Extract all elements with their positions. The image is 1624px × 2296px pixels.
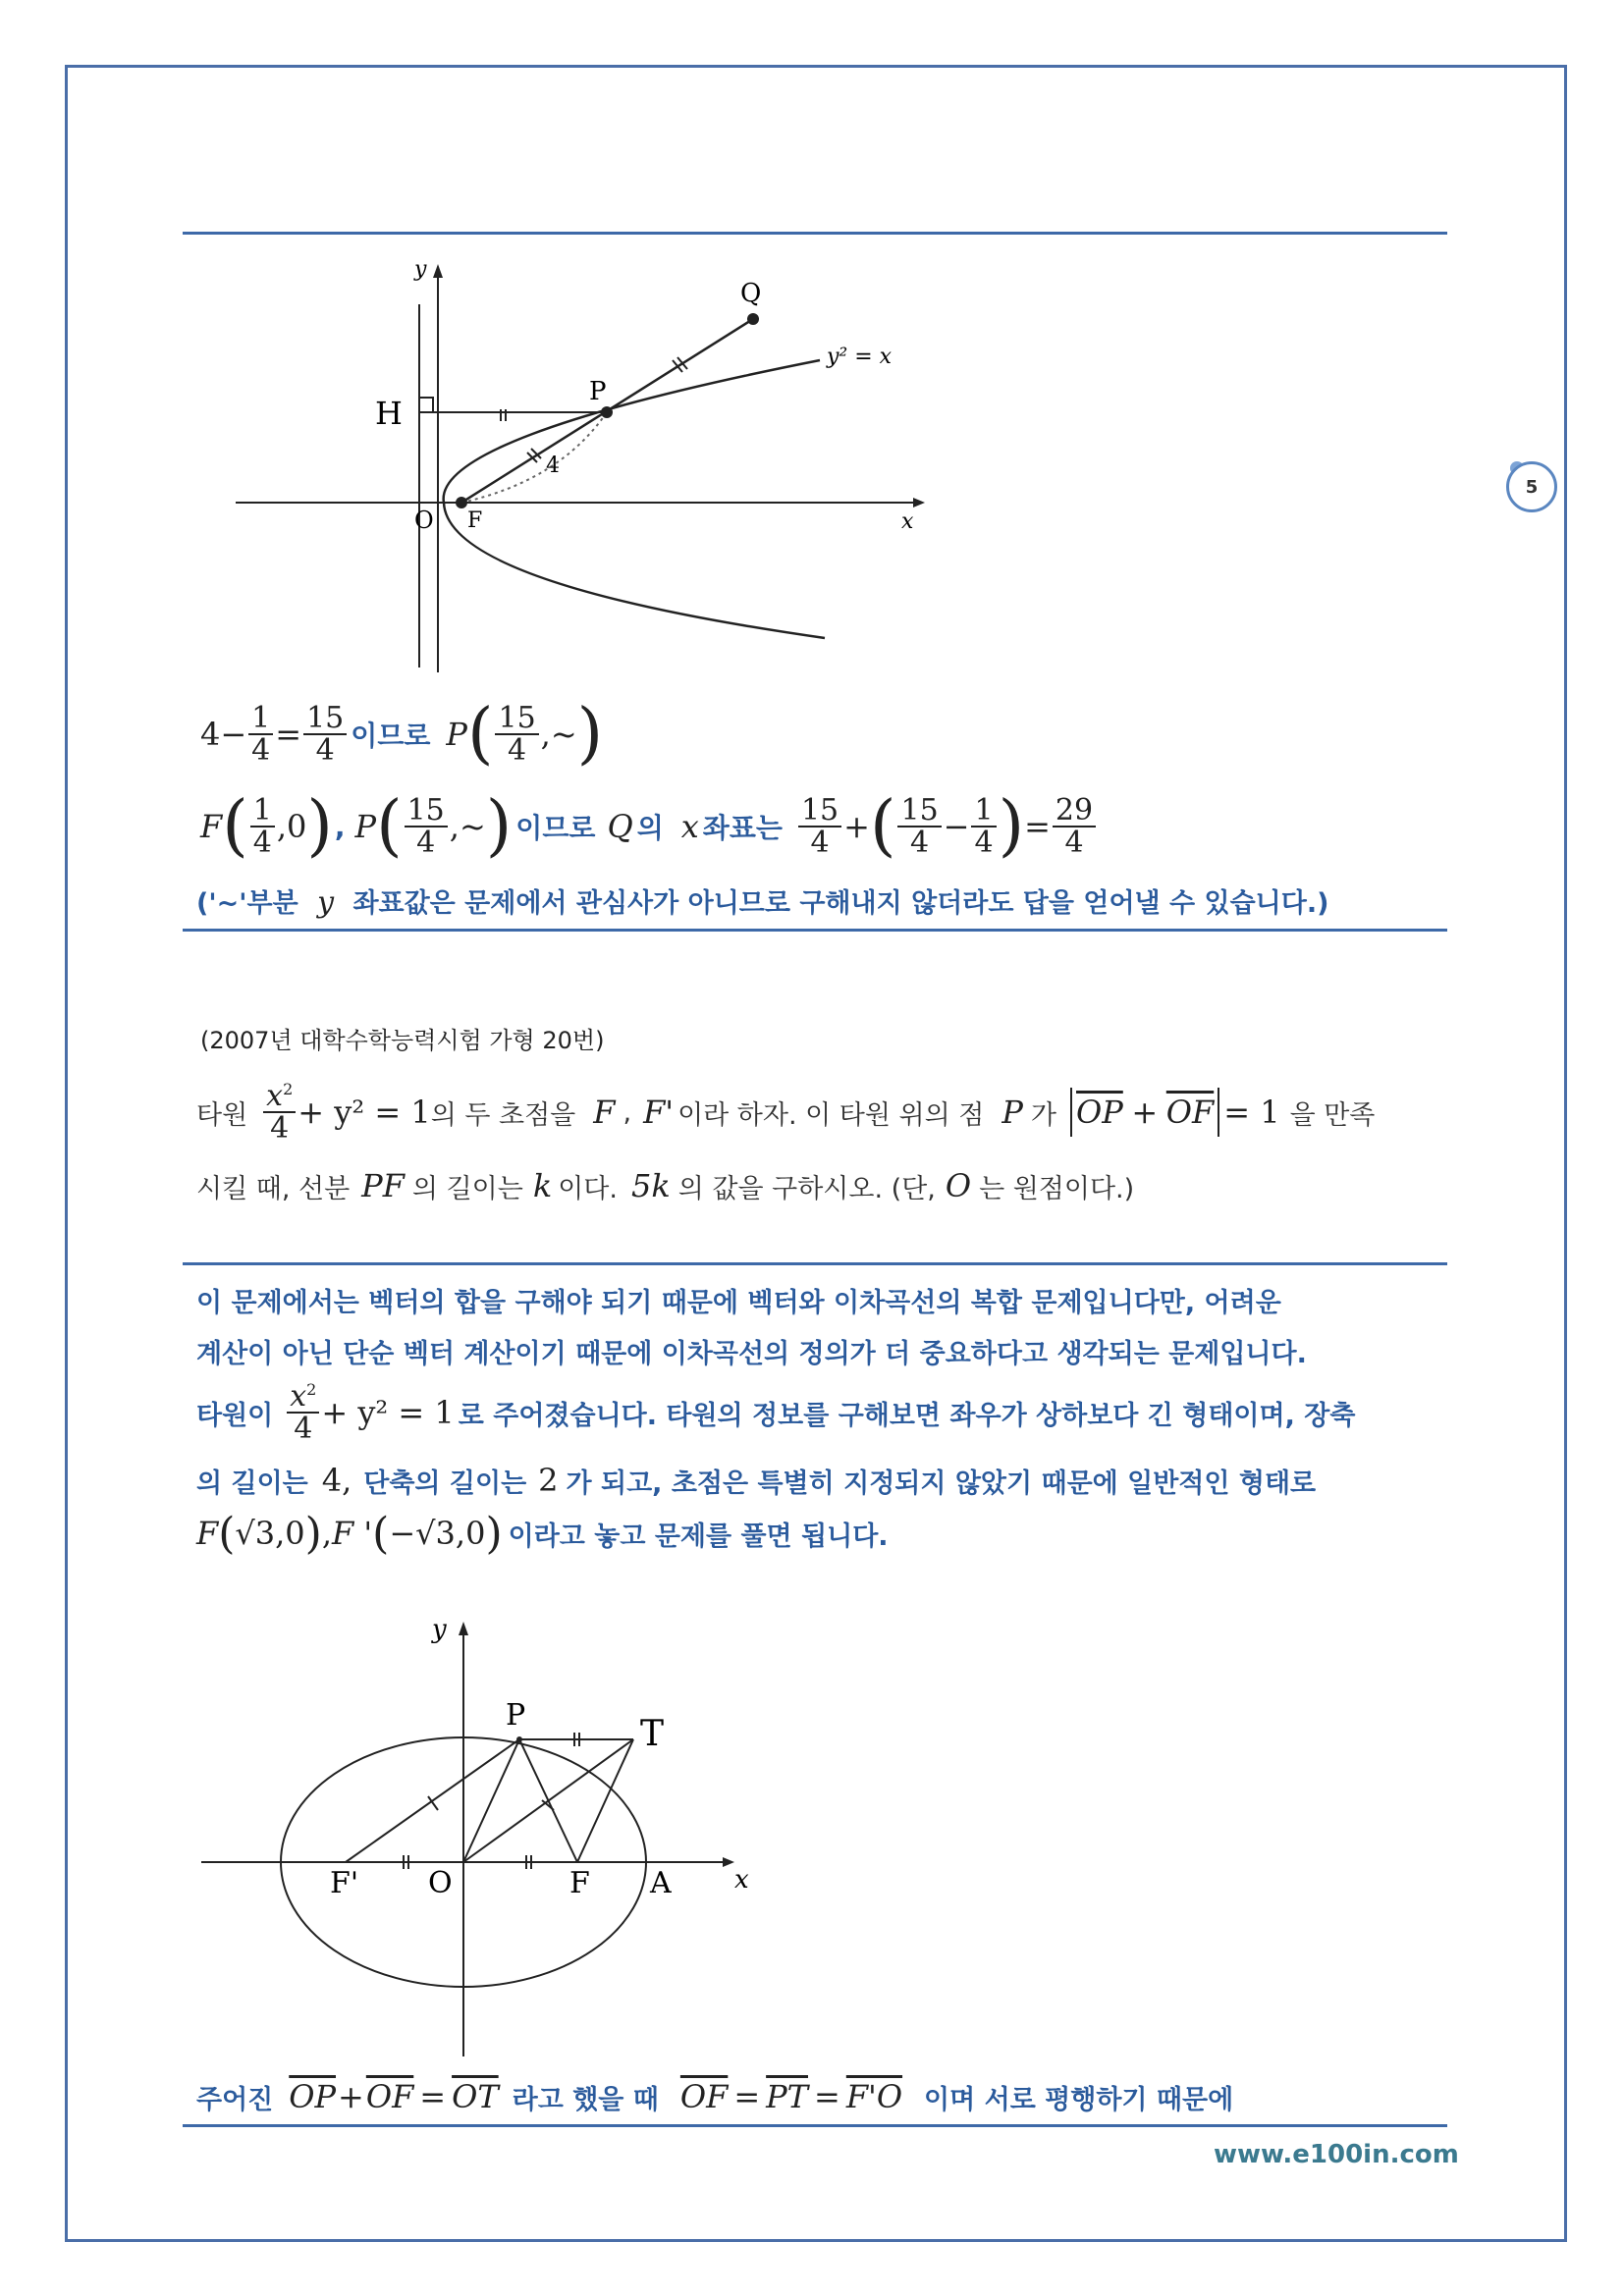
sl1-frac-1-4	[248, 700, 273, 768]
sl1-frac-15-4	[303, 700, 347, 768]
p3-frac	[287, 1378, 319, 1446]
frac-den: 4	[294, 1412, 313, 1446]
sl1-P: P	[446, 716, 467, 753]
fig2-label-A: A	[650, 1866, 672, 1900]
paren-open: (	[466, 695, 494, 773]
problem-source: (2007년 대학수학능력시험 가형 20번)	[200, 1027, 605, 1054]
paren-close: )	[576, 695, 604, 773]
pl1-Fp: F'	[643, 1094, 675, 1131]
sl2-frac-t2	[897, 792, 941, 860]
fig1-label-Q: Q	[740, 279, 762, 308]
explanation-p5	[196, 1504, 889, 1563]
p3-b: 로 주어졌습니다. 타원의 정보를 구해보면 좌우가 상하보다 긴 형태이며, 장축	[458, 1400, 1356, 1431]
explanation-p4	[196, 1453, 1316, 1508]
pl1-e: 을 만족	[1289, 1099, 1376, 1131]
parabola-figure	[236, 250, 943, 682]
fig2-x-label: x	[734, 1865, 749, 1895]
pl2-a: 시킬 때, 선분	[196, 1173, 351, 1204]
problem-line-2	[196, 1158, 1134, 1213]
explanation-p1: 이 문제에서는 벡터의 합을 구해야 되기 때문에 벡터와 이차곡선의 복합 문제입니다만, 어려운	[196, 1288, 1281, 1318]
frac-num: 1	[248, 703, 273, 736]
frac-den: 4	[252, 826, 272, 860]
sl2-Q: Q	[607, 808, 633, 845]
paren-open: (	[218, 1508, 236, 1559]
plus: +	[1131, 1094, 1159, 1131]
solution-line-2	[200, 785, 1098, 868]
paren-close: )	[304, 1508, 322, 1559]
pl2-5k: 5k	[630, 1167, 671, 1204]
frac-num: 15	[495, 703, 538, 736]
sl2-F: F	[200, 808, 223, 845]
frac-num: 1	[250, 795, 275, 828]
pl2-e: 는 원점이다.)	[979, 1173, 1135, 1204]
pl2-PF: PF	[361, 1167, 405, 1204]
equals: =	[419, 2078, 447, 2115]
note-a: ('~'부분	[196, 888, 298, 919]
sl2-text-c: 좌표는	[702, 812, 783, 844]
note-b: 좌표값은 문제에서 관심사가 아니므로 구해내지 않더라도 답을 얻어낼 수 있습니다.)	[352, 888, 1329, 919]
vec-OP: $\overline{OP}$	[1076, 1094, 1123, 1131]
frac-num: 15	[798, 795, 841, 828]
page-number-badge	[1506, 461, 1557, 512]
sq: 2	[306, 1379, 317, 1399]
pl1-eq-one: = 1	[1223, 1094, 1280, 1131]
frac-den: 4	[1064, 826, 1084, 860]
p5-Fb: −√3,0	[389, 1515, 486, 1552]
seg-FpO: F'O	[845, 2078, 903, 2115]
conclusion-line	[196, 2069, 1233, 2124]
p5-b: 이라고 놓고 문제를 풀면 됩니다.	[508, 1521, 889, 1552]
pl1-eq: + y² = 1	[298, 1094, 431, 1131]
pl1-a: 타원	[196, 1099, 248, 1131]
sq: 2	[283, 1079, 294, 1098]
fig1-label-H: H	[375, 395, 403, 432]
sl1-eq: =	[275, 716, 302, 753]
sl2-frac-F	[250, 792, 275, 860]
sl2-frac-t1	[798, 792, 841, 860]
equals: =	[814, 2078, 840, 2115]
paren-open: (	[376, 787, 403, 865]
p5-Fp: F '	[332, 1515, 373, 1552]
fig1-label-F: F	[467, 508, 483, 533]
footer-url[interactable]: www.e100in.com	[1214, 2140, 1459, 2169]
pl2-c: 이다.	[558, 1173, 618, 1204]
sl2-P: P	[354, 808, 377, 845]
paren-close: )	[998, 787, 1025, 865]
paren-open: (	[372, 1508, 390, 1559]
rule-3	[183, 1262, 1447, 1265]
p3-eq: + y² = 1	[321, 1394, 455, 1431]
frac-den: 4	[416, 826, 436, 860]
solution-line-1	[200, 693, 603, 775]
fig2-label-T: T	[640, 1714, 665, 1754]
paren-close: )	[306, 787, 333, 865]
pl1-d: 가	[1030, 1099, 1057, 1131]
p5-F: F	[196, 1515, 219, 1552]
fig1-x-label: x	[901, 509, 914, 534]
frac-num: 1	[971, 795, 996, 828]
paren-close: )	[485, 787, 513, 865]
fig2-label-P: P	[506, 1698, 526, 1733]
sl1-tilde: ,~	[540, 716, 577, 753]
x: x	[290, 1378, 307, 1414]
fig1-label-4: 4	[546, 454, 560, 478]
concl-c: 이며 서로 평행하기 때문에	[924, 2084, 1234, 2115]
sl1-4: 4	[200, 716, 221, 753]
frac-den: 4	[251, 733, 271, 768]
plus: +	[843, 808, 870, 845]
equals: =	[733, 2078, 761, 2115]
sl2-tilde: ,~	[449, 808, 486, 845]
vec-OF: $\overline{OF}$	[365, 2078, 414, 2115]
sl2-x: x	[680, 808, 699, 845]
fig1-label-P: P	[589, 377, 607, 406]
fig2-y-label: y	[432, 1615, 447, 1644]
concl-b: 라고 했을 때	[512, 2084, 659, 2115]
pl2-k: k	[532, 1167, 553, 1204]
p4-a: 의 길이는	[196, 1468, 308, 1499]
ellipse-figure	[196, 1600, 785, 2061]
seg-PT: $\overline{PT}$	[766, 2078, 808, 2115]
concl-a: 주어진	[196, 2084, 274, 2115]
frac-den: 4	[910, 826, 930, 860]
pl1-b: 의 두 초점을	[430, 1099, 576, 1131]
frac-num: 29	[1053, 795, 1096, 828]
equals: =	[1024, 808, 1051, 845]
frac-den: 4	[810, 826, 830, 860]
rule-2	[183, 929, 1447, 932]
fig1-label-O: O	[414, 507, 434, 534]
seg-OF: $\overline{OF}$	[679, 2078, 729, 2115]
fig1-y-label: y	[414, 257, 427, 282]
pl2-b: 의 길이는	[411, 1173, 523, 1204]
sl2-text-b: 의	[636, 812, 664, 844]
frac-num: 15	[303, 703, 347, 736]
sl2-comma: ,	[334, 810, 346, 843]
p4-2: 2	[538, 1462, 559, 1499]
problem-line-1: 타원 $\frac{x^2}{4}$ + y² = 1 의 두 초점을 F , F' 이라 하자. 이 타원 위의 점 P 가 $\overline{OP} + \overline{OF}$ = 1 을 만족	[196, 1078, 1376, 1146]
frac-num	[263, 1078, 296, 1114]
frac-num: 15	[405, 795, 448, 828]
sl1-text: 이므로	[351, 720, 431, 752]
frac-den: 4	[270, 1111, 290, 1146]
p4-4: 4,	[321, 1462, 352, 1499]
p5-comma: ,	[321, 1515, 332, 1552]
sl2-frac-P	[405, 792, 448, 860]
pl1-frac	[263, 1078, 296, 1146]
x: x	[266, 1078, 284, 1113]
vec-OP: $\overline{OP}$	[289, 2078, 337, 2115]
sl2-F-zero: ,0	[276, 808, 307, 845]
page-number: 5	[1525, 476, 1539, 498]
explanation-p2: 계산이 아닌 단순 벡터 계산이기 때문에 이차곡선의 정의가 더 중요하다고 생각되는 문제입니다.	[196, 1339, 1307, 1369]
top-rule	[183, 232, 1447, 235]
sl1-minus: −	[220, 716, 247, 753]
frac-num: 15	[897, 795, 941, 828]
fig2-label-O: O	[428, 1866, 453, 1900]
vec-OF: $\overline{OF}$	[1165, 1094, 1215, 1131]
plus: +	[338, 2078, 364, 2115]
paren-open: (	[222, 787, 248, 865]
fig2-label-Fp: F'	[330, 1866, 359, 1900]
frac-den: 4	[974, 826, 994, 860]
p4-c: 가 되고, 초점은 특별히 지정되지 않았기 때문에 일반적인 형태로	[566, 1468, 1317, 1499]
sl2-frac-t3	[971, 792, 996, 860]
p3-a: 타원이	[196, 1400, 274, 1431]
sl2-text-a: 이므로	[515, 812, 596, 844]
p4-b: 단축의 길이는	[363, 1468, 527, 1499]
note-y: y	[317, 885, 335, 920]
vec-OT: $\overline{OT}$	[452, 2078, 499, 2115]
pl1-c: 이라 하자. 이 타원 위의 점	[677, 1099, 985, 1131]
sl1-frac-P	[495, 700, 538, 768]
rule-bottom	[183, 2124, 1447, 2127]
pl1-P: P	[1001, 1094, 1023, 1131]
pl2-d: 의 값을 구하시오. (단,	[677, 1173, 936, 1204]
p5-Fa: √3,0	[235, 1515, 305, 1552]
paren-open: (	[869, 787, 896, 865]
solution-note	[196, 881, 1328, 920]
pl2-O: O	[945, 1167, 972, 1204]
sl2-frac-result	[1053, 792, 1096, 860]
frac-num	[287, 1378, 319, 1415]
pl1-norm	[1070, 1088, 1219, 1137]
frac-den: 4	[508, 733, 527, 768]
paren-close: )	[485, 1508, 503, 1559]
minus: −	[943, 808, 970, 845]
fig1-curve-label: y² = x	[827, 345, 893, 369]
fig2-label-F: F	[569, 1866, 590, 1900]
pl1-F: F	[593, 1094, 616, 1131]
explanation-p3	[196, 1370, 1355, 1455]
frac-den: 4	[315, 733, 335, 768]
